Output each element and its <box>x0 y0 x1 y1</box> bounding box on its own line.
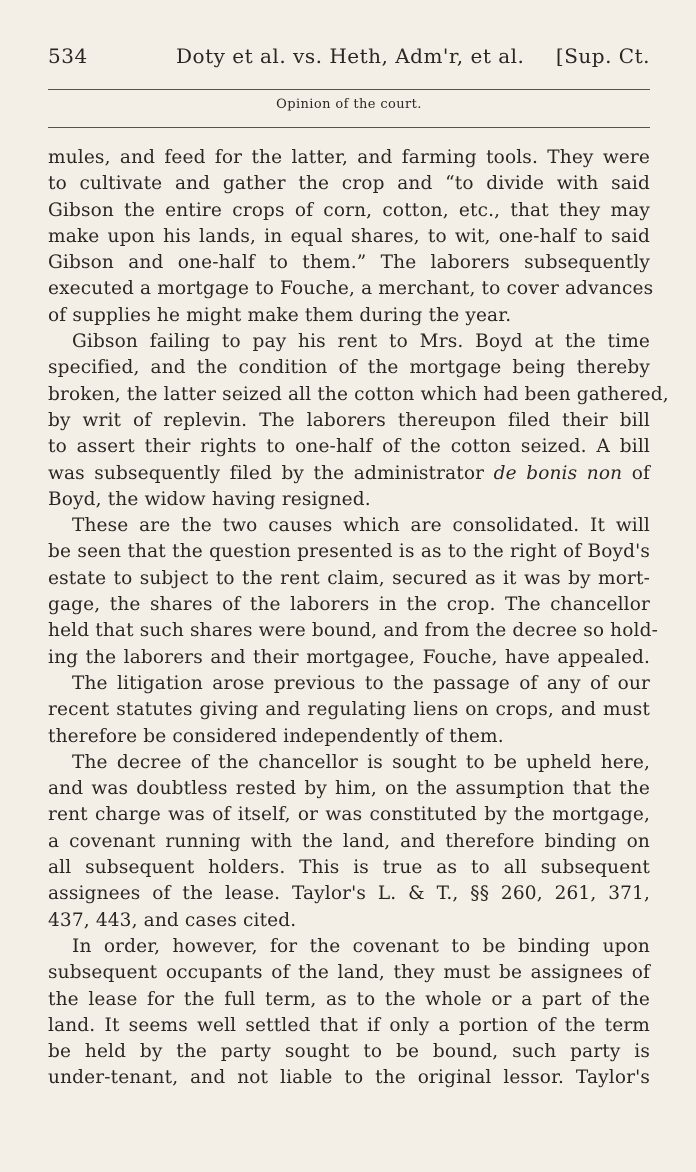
text-line: In order, however, for the covenant to be binding upon <box>72 935 650 957</box>
text-line: rent charge was of itself, or was constituted by the mortgage, <box>48 804 650 826</box>
text-line: Gibson and one-half to them.” The laborers subsequently <box>48 252 650 274</box>
text-line: by writ of replevin. The laborers thereupon filed their bill <box>48 409 650 431</box>
text-line: ing the laborers and their mortgagee, Fouche, have appealed. <box>48 646 650 668</box>
text-line: under-tenant, and not liable to the original lessor. Taylor's <box>48 1067 650 1089</box>
page-number: 534 <box>48 44 88 68</box>
header-rule-top <box>48 89 650 90</box>
court-reference: [Sup. Ct. <box>555 44 650 68</box>
text-line-with-italic <box>48 461 650 487</box>
text-fragment: was subsequently filed by the administrator <box>48 462 485 484</box>
text-line: and was doubtless rested by him, on the assumption that the <box>48 778 650 800</box>
text-line: Gibson the entire crops of corn, cotton, etc., that they may <box>48 199 650 221</box>
text-line: to cultivate and gather the crop and “to divide with said <box>48 173 650 195</box>
text-line: Gibson failing to pay his rent to Mrs. Boyd at the time <box>72 331 650 353</box>
opinion-body <box>48 145 669 1092</box>
text-line: the lease for the full term, as to the whole or a part of the <box>48 988 650 1010</box>
text-line: held that such shares were bound, and from the decree so hold- <box>48 620 658 642</box>
text-line: be seen that the question presented is as to the right of Boyd's <box>48 541 650 563</box>
text-line: The decree of the chancellor is sought to be upheld here, <box>72 751 650 773</box>
header-rule-bottom <box>48 127 650 128</box>
text-line: make upon his lands, in equal shares, to wit, one-half to said <box>48 225 650 247</box>
running-title: Doty et al. vs. Heth, Adm'r, et al. <box>176 44 525 68</box>
text-line: of supplies he might make them during the year. <box>48 304 512 326</box>
page-header <box>48 40 650 74</box>
text-line: These are the two causes which are consolidated. It will <box>72 515 650 537</box>
text-line: assignees of the lease. Taylor's L. & T., §§ 260, 261, 371, <box>48 883 650 905</box>
text-line: a covenant running with the land, and therefore binding on <box>48 830 650 852</box>
text-line: recent statutes giving and regulating liens on crops, and must <box>48 699 650 721</box>
text-line: Boyd, the widow having resigned. <box>48 488 371 510</box>
text-line: specified, and the condition of the mortgage being thereby <box>48 357 650 379</box>
text-line: all subsequent holders. This is true as to all subsequent <box>48 857 650 879</box>
section-label: Opinion of the court. <box>276 97 422 112</box>
text-line: therefore be considered independently of them. <box>48 725 504 747</box>
text-line: executed a mortgage to Fouche, a merchant, to cover advances <box>48 278 654 300</box>
text-line: The litigation arose previous to the passage of any of our <box>72 672 650 694</box>
text-line: gage, the shares of the laborers in the crop. The chancellor <box>48 594 650 616</box>
text-line: land. It seems well settled that if only a portion of the term <box>48 1014 650 1036</box>
text-line: be held by the party sought to be bound, such party is <box>48 1041 650 1063</box>
text-line: to assert their rights to one-half of the cotton seized. A bill <box>48 436 650 458</box>
text-line: mules, and feed for the latter, and farming tools. They were <box>48 147 650 168</box>
italic-phrase: de bonis non <box>493 462 623 484</box>
text-line: estate to subject to the rent claim, secured as it was by mort- <box>48 567 650 589</box>
text-fragment: of <box>631 462 650 484</box>
text-line: 437, 443, and cases cited. <box>48 909 297 931</box>
text-line: broken, the latter seized all the cotton which had been gathered, <box>48 383 669 405</box>
text-line: subsequent occupants of the land, they must be assignees of <box>48 962 650 984</box>
